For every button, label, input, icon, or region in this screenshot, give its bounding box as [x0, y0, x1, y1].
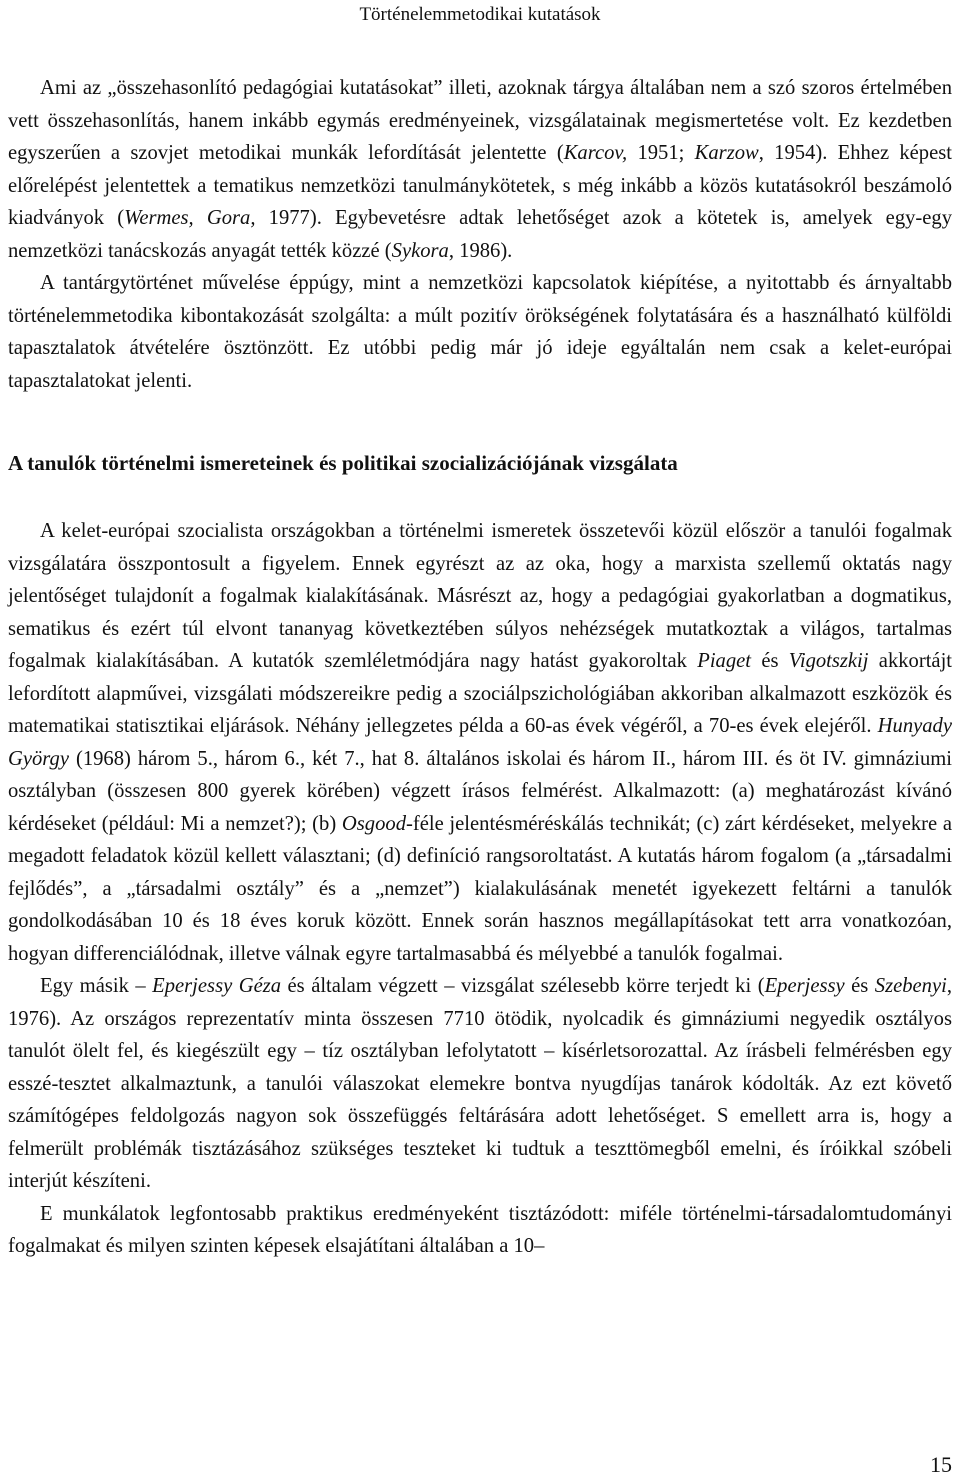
intro-section [8, 72, 952, 397]
text-run: 1951; [627, 142, 695, 164]
main-section [8, 515, 952, 1263]
italic-name: Karzow [694, 142, 759, 164]
text-run: -féle jelentésméréskálás technikát; (c) zárt kérdéseket, melyekre a megadott feladatok közül kellett választani; (d) definíció rangsoroltatást. A kutatás három fogalom (a „társadalmi fejlődés”, a „társadalmi osztály” és a „nemzet”) kialakulásának menetét igyekezett feltárni a tanulók gondolkodásában 10 és 18 éves koruk között. Ennek során hasznos megállapításokat tett arra vonatkozóan, hogyan differenciálódnak, illetve válnak egyre tartalmasabbá és mélyebbé a tanulók fogalmai. [8, 812, 952, 965]
italic-name: Piaget [697, 650, 752, 672]
text-run: A kelet-európai szocialista országokban a történelmi ismeretek összetevői közül először a tanulói fogalmak vizsgálatára összpontosult a figyelem. Ennek egyrészt az az oka, hogy a marxista szellemű oktatás nagy jelentőséget tulajdonít a fogalmak kialakításának. Másrészt az, hogy a pedagógiai gyakorlatban a dogmatikus, sematikus és ezért túl elvont tananyag következtében súlyos nehézségek mutatkoztak a világos, tartalmas fogalmak kialakításában. A kutatók szemléletmódjára nagy hatást gyakoroltak [8, 520, 952, 672]
paragraph [8, 515, 952, 970]
text-run: , 1954). Ehhez képest előrelépést jelentettek a tematikus nemzetközi tanulmánykötetek, s még inkább a közös kutatásokról beszámoló kiadványok ( [8, 142, 952, 229]
paragraph [8, 267, 952, 397]
italic-name: Wermes, Gora, [124, 207, 256, 229]
text-run: és általam végzett – vizsgálat szélesebb körre terjedt ki ( [281, 975, 765, 997]
italic-name: Karcov, [563, 142, 628, 164]
text-run: E munkálatok legfontosabb praktikus eredményeként tisztázódott: miféle történelmi-társadalomtudományi fogalmakat és milyen szinten képesek elsajátítani általában a 10– [8, 1202, 952, 1257]
italic-name: Hunyady György [8, 715, 952, 770]
section-heading: A tanulók történelmi ismereteinek és politikai szocializációjának vizsgálata [8, 451, 678, 475]
text-run: , 1986). [448, 239, 513, 262]
text-run: A tantárgytörténet művelése éppúgy, mint a nemzetközi kapcsolatok kiépítése, a nyitottabb és árnyaltabb történelemmetodika kibontakozását szolgálta: a múlt pozitív örökségének folytatására és a használható külföldi tapasztalatok átvételére ösztönzött. Ez utóbbi pedig már jó ideje egyáltalán nem csak a kelet-európai tapasztalatokat jelenti. [8, 272, 952, 392]
text-run: 1977). Egybevetésre adtak lehetőséget azok a kötetek is, amelyek egy-egy nemzetközi tanácskozás anyagát tették közzé ( [8, 207, 953, 262]
italic-name: Sykora [391, 239, 449, 262]
text-run: és [844, 975, 875, 997]
text-run: akkortájt lefordított alapművei, vizsgálati módszereikre pedig a szociálpszichológiában akkoriban alkalmazott eszközök és matematikai statisztikai eljárások. Néhány jellegzetes példa a 60-as évek végéről, a 70-es évek elejéről. [8, 650, 953, 737]
text-run: és [751, 650, 789, 672]
text-run: , 1976). Az országos reprezentatív minta összesen 7710 ötödik, nyolcadik és gimnáziumi negyedik osztályos tanulót ölelt fel, és kiegészült egy – tíz osztályban lefolytatott – kísérletsorozattal. Az írásbeli felmérésben egy esszé-tesztet alkalmaztunk, a tanulói válaszokat elemekre bontva nyugdíjas tanárok kódolták. Az ezt követő számítógépes feldolgozás nagyon sok összefüggés feltárására adott lehetőséget. S emellett arra is, hogy a felmerült problémák tisztázásához szükséges teszteket ki tudtuk a teszttömegből emelni, és íróikkal szóbeli interjút készíteni. [8, 975, 952, 1192]
text-run: Egy másik – [40, 975, 153, 997]
text-run: Ami az „összehasonlító pedagógiai kutatásokat” illeti, azoknak tárgya általában nem a szó szoros értelmében vett összehasonlítás, hanem inkább egymás eredményeinek, vizsgálatainak megismertetése volt. Ez kezdetben egyszerűen a szovjet metodikai munkák lefordítását jelentette ( [8, 77, 952, 164]
page-number: 15 [930, 1452, 952, 1477]
paragraph [8, 970, 952, 1198]
text-run: (1968) három 5., három 6., két 7., hat 8. általános iskolai és három II., három III. és öt IV. gimnáziumi osztályban (összesen 800 gyerek körében) végzett írásos felmérést. Alkalmazott: (a) meghatározást kívánó kérdéseket (például: Mi a nemzet?); (b) [8, 747, 952, 835]
italic-name: Szebenyi [874, 975, 947, 997]
paragraph [8, 72, 952, 267]
italic-name: Vigotszkij [788, 650, 869, 672]
italic-name: Eperjessy [764, 975, 845, 997]
italic-name: Eperjessy Géza [152, 975, 282, 997]
running-header: Történelemmetodikai kutatások [359, 4, 601, 25]
page-body [8, 72, 952, 1263]
italic-name: Osgood [341, 812, 406, 835]
paragraph [8, 1198, 952, 1263]
